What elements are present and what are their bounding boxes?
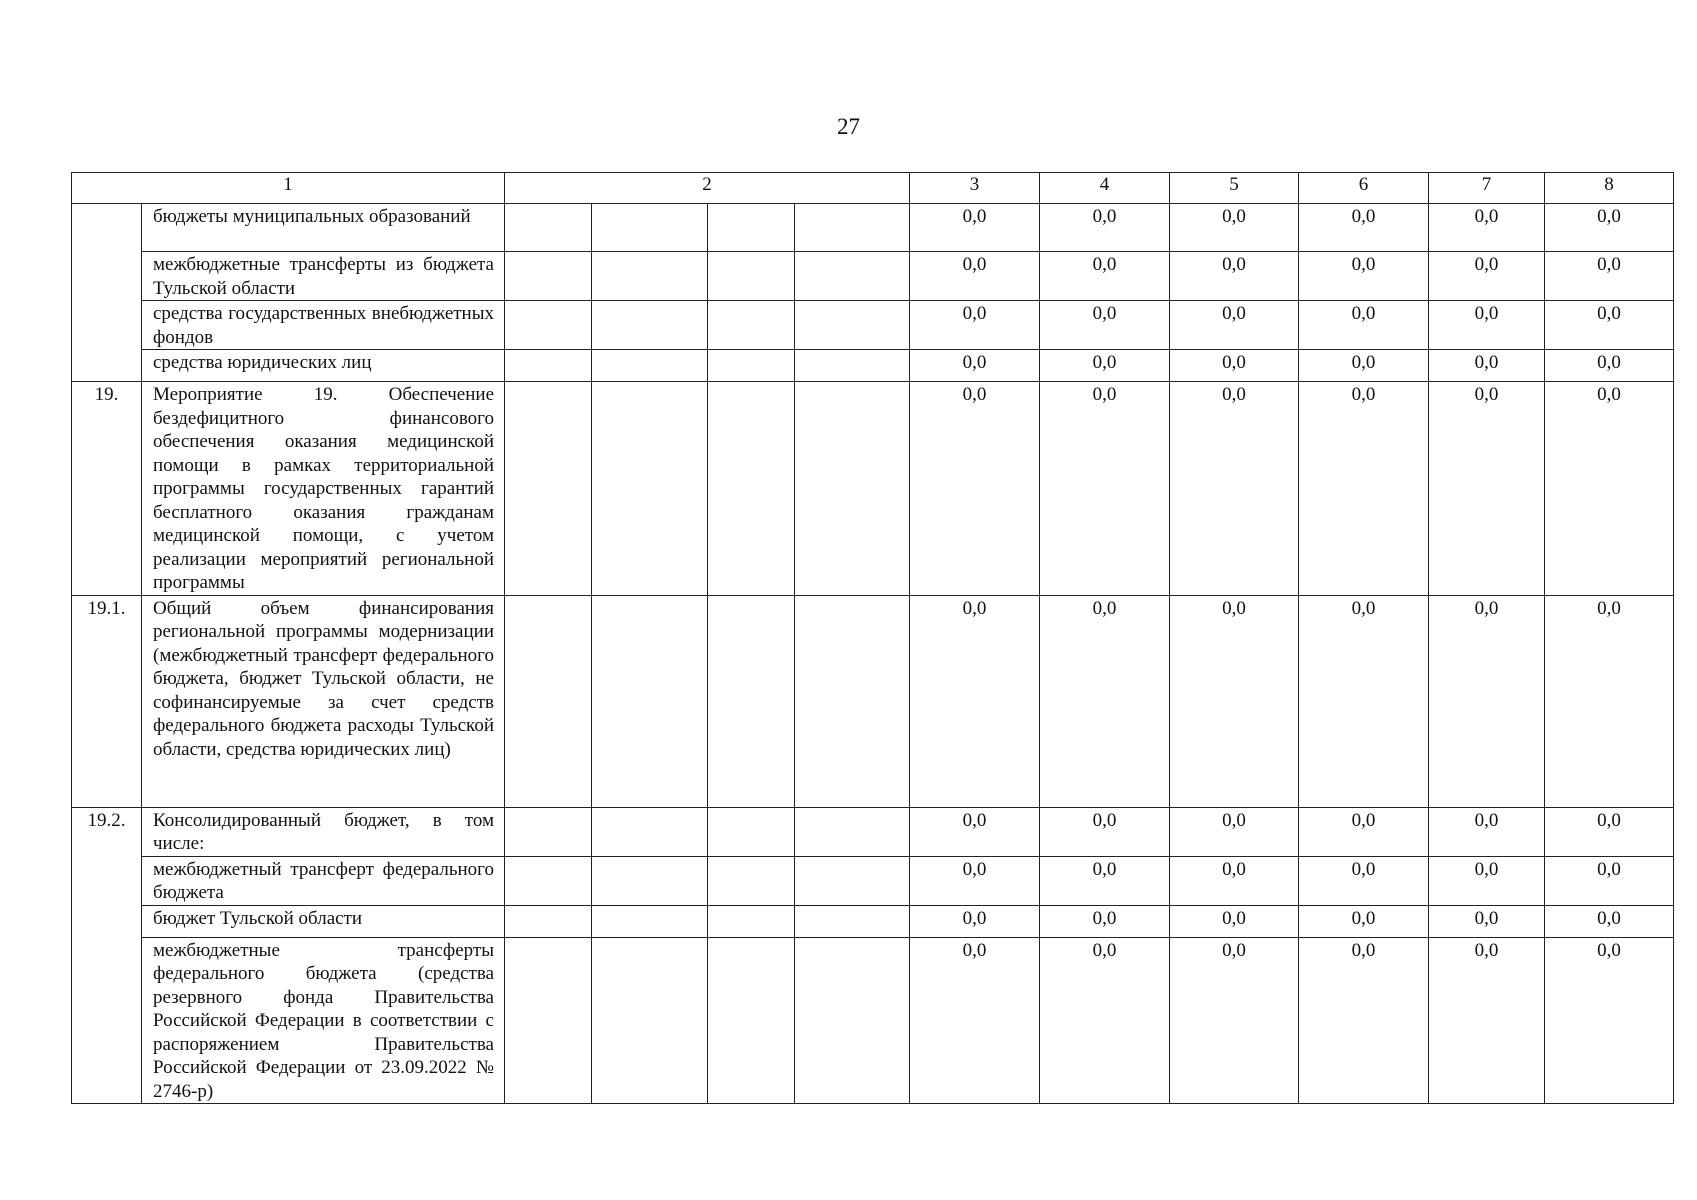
value-cell: 0,0 — [1299, 350, 1429, 382]
value-cell: 0,0 — [1545, 856, 1674, 905]
row-description: средства юридических лиц — [142, 350, 505, 382]
row-description: Общий объем финансирования региональной программы модернизации (межбюджетный трансферт федерального бюджета, бюджет Тульской области, не софинансируемые за счет средств федерального бюджета расходы Тульской области, средства юридических лиц) — [142, 595, 505, 807]
value-cell: 0,0 — [1545, 301, 1674, 350]
empty-cell — [795, 350, 910, 382]
funding-table — [71, 172, 1674, 1104]
header-col-7: 7 — [1429, 173, 1545, 204]
value-cell: 0,0 — [910, 204, 1040, 252]
value-cell: 0,0 — [1299, 937, 1429, 1104]
value-cell: 0,0 — [910, 595, 1040, 807]
value-cell: 0,0 — [1429, 905, 1545, 937]
value-cell: 0,0 — [1170, 350, 1299, 382]
empty-cell — [708, 382, 795, 596]
row-number: 19.2. — [72, 807, 142, 1104]
empty-cell — [708, 905, 795, 937]
empty-cell — [505, 937, 592, 1104]
empty-cell — [505, 301, 592, 350]
value-cell: 0,0 — [1040, 937, 1170, 1104]
empty-cell — [795, 937, 910, 1104]
value-cell: 0,0 — [1170, 301, 1299, 350]
table-row — [72, 856, 1674, 905]
value-cell: 0,0 — [1299, 382, 1429, 596]
empty-cell — [708, 350, 795, 382]
empty-cell — [505, 595, 592, 807]
empty-cell — [505, 856, 592, 905]
page-number: 27 — [837, 114, 860, 139]
row-number — [72, 204, 142, 382]
value-cell: 0,0 — [1040, 595, 1170, 807]
table-row — [72, 905, 1674, 937]
empty-cell — [505, 905, 592, 937]
value-cell: 0,0 — [1170, 807, 1299, 856]
value-cell: 0,0 — [1170, 905, 1299, 937]
value-cell: 0,0 — [1170, 252, 1299, 301]
header-row — [72, 173, 1674, 204]
header-col-1: 1 — [72, 173, 505, 204]
empty-cell — [592, 382, 708, 596]
row-number: 19. — [72, 382, 142, 596]
empty-cell — [795, 807, 910, 856]
value-cell: 0,0 — [1040, 905, 1170, 937]
empty-cell — [708, 301, 795, 350]
value-cell: 0,0 — [910, 807, 1040, 856]
row-description: бюджеты муниципальных образований — [142, 204, 505, 252]
value-cell: 0,0 — [1429, 350, 1545, 382]
value-cell: 0,0 — [1429, 204, 1545, 252]
value-cell: 0,0 — [1040, 204, 1170, 252]
value-cell: 0,0 — [1429, 937, 1545, 1104]
row-description: межбюджетные трансферты из бюджета Тульской области — [142, 252, 505, 301]
row-description: бюджет Тульской области — [142, 905, 505, 937]
empty-cell — [592, 252, 708, 301]
value-cell: 0,0 — [1545, 905, 1674, 937]
empty-cell — [795, 856, 910, 905]
table-row — [72, 807, 1674, 856]
header-col-2: 2 — [505, 173, 910, 204]
empty-cell — [708, 252, 795, 301]
row-number: 19.1. — [72, 595, 142, 807]
value-cell: 0,0 — [1040, 350, 1170, 382]
value-cell: 0,0 — [1545, 350, 1674, 382]
value-cell: 0,0 — [1299, 301, 1429, 350]
header-col-5: 5 — [1170, 173, 1299, 204]
row-description: Консолидированный бюджет, в том числе: — [142, 807, 505, 856]
value-cell: 0,0 — [1545, 937, 1674, 1104]
empty-cell — [708, 595, 795, 807]
value-cell: 0,0 — [910, 350, 1040, 382]
value-cell: 0,0 — [1299, 595, 1429, 807]
value-cell: 0,0 — [1040, 856, 1170, 905]
empty-cell — [592, 937, 708, 1104]
table-row — [72, 301, 1674, 350]
table-row — [72, 252, 1674, 301]
value-cell: 0,0 — [910, 856, 1040, 905]
value-cell: 0,0 — [1040, 382, 1170, 596]
empty-cell — [795, 204, 910, 252]
header-col-4: 4 — [1040, 173, 1170, 204]
empty-cell — [505, 350, 592, 382]
header-col-3: 3 — [910, 173, 1040, 204]
empty-cell — [592, 905, 708, 937]
value-cell: 0,0 — [1170, 382, 1299, 596]
value-cell: 0,0 — [1170, 937, 1299, 1104]
empty-cell — [708, 937, 795, 1104]
value-cell: 0,0 — [1429, 382, 1545, 596]
empty-cell — [505, 807, 592, 856]
row-description: средства государственных внебюджетных фондов — [142, 301, 505, 350]
value-cell: 0,0 — [1429, 301, 1545, 350]
value-cell: 0,0 — [910, 252, 1040, 301]
empty-cell — [592, 856, 708, 905]
value-cell: 0,0 — [1040, 301, 1170, 350]
row-description: Мероприятие 19. Обеспечение бездефицитного финансового обеспечения оказания медицинской помощи в рамках территориальной программы государственных гарантий бесплатного оказания гражданам медицинской помощи, с учетом реализации мероприятий региональной программы — [142, 382, 505, 596]
value-cell: 0,0 — [1170, 204, 1299, 252]
empty-cell — [708, 807, 795, 856]
empty-cell — [505, 382, 592, 596]
empty-cell — [708, 204, 795, 252]
empty-cell — [795, 905, 910, 937]
value-cell: 0,0 — [910, 382, 1040, 596]
value-cell: 0,0 — [910, 301, 1040, 350]
value-cell: 0,0 — [1299, 252, 1429, 301]
empty-cell — [505, 204, 592, 252]
value-cell: 0,0 — [1545, 807, 1674, 856]
table-row — [72, 595, 1674, 807]
value-cell: 0,0 — [1545, 382, 1674, 596]
row-description: межбюджетные трансферты федерального бюджета (средства резервного фонда Правительства Российской Федерации в соответствии с распоряжением Правительства Российской Федерации от 23.09.2022 № 2746-р) — [142, 937, 505, 1104]
empty-cell — [708, 856, 795, 905]
value-cell: 0,0 — [1299, 807, 1429, 856]
header-col-6: 6 — [1299, 173, 1429, 204]
empty-cell — [592, 350, 708, 382]
value-cell: 0,0 — [1299, 856, 1429, 905]
value-cell: 0,0 — [1545, 252, 1674, 301]
value-cell: 0,0 — [1429, 252, 1545, 301]
empty-cell — [592, 301, 708, 350]
value-cell: 0,0 — [910, 937, 1040, 1104]
row-description: межбюджетный трансферт федерального бюджета — [142, 856, 505, 905]
empty-cell — [795, 382, 910, 596]
value-cell: 0,0 — [1040, 807, 1170, 856]
value-cell: 0,0 — [1429, 856, 1545, 905]
value-cell: 0,0 — [1429, 807, 1545, 856]
table-row — [72, 937, 1674, 1104]
header-col-8: 8 — [1545, 173, 1674, 204]
table-row — [72, 382, 1674, 596]
value-cell: 0,0 — [1545, 204, 1674, 252]
value-cell: 0,0 — [1170, 856, 1299, 905]
empty-cell — [592, 807, 708, 856]
value-cell: 0,0 — [1429, 595, 1545, 807]
value-cell: 0,0 — [1170, 595, 1299, 807]
empty-cell — [505, 252, 592, 301]
empty-cell — [592, 204, 708, 252]
value-cell: 0,0 — [1299, 204, 1429, 252]
empty-cell — [592, 595, 708, 807]
table-row — [72, 350, 1674, 382]
value-cell: 0,0 — [1299, 905, 1429, 937]
empty-cell — [795, 595, 910, 807]
empty-cell — [795, 252, 910, 301]
table-row — [72, 204, 1674, 252]
empty-cell — [795, 301, 910, 350]
value-cell: 0,0 — [1040, 252, 1170, 301]
value-cell: 0,0 — [910, 905, 1040, 937]
value-cell: 0,0 — [1545, 595, 1674, 807]
